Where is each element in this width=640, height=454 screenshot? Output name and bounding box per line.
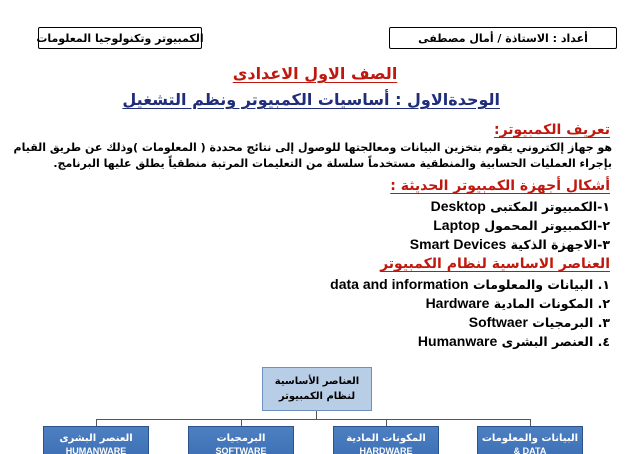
element-english: Softwaer [468,314,528,330]
diagram-root-line-2: لنظام الكمبيوتر [278,391,356,402]
diagram-leaf-hardware [333,426,439,454]
diagram-connector-bar [96,419,530,420]
diagram-leaf-english: HUMANWARE [65,446,127,454]
diagram-connector-drop [386,419,387,426]
device-item-label: ٢-الكمبيوتر المحمول [484,218,610,233]
definition-heading: تعريف الكمبيوتر: [493,122,610,138]
unit-title: الوحدةالاول : أساسيات الكمبيوتر ونظم التشغيل [122,90,500,109]
diagram-leaf-english: HARDWARE [359,446,413,454]
device-item-label: ١-الكمبيوتر المكتبى [490,199,610,214]
definition-line-2: بإجراء العمليات الحسابية والمنطقية مستخدماً سلسلة من التعليمات المرتبة منطقياً يطلق عليها البرنامج. [53,157,612,170]
diagram-leaf-english: SOFTWARE [215,446,267,454]
element-label: البيانات والمعلومات [472,277,594,292]
device-item-smart [410,236,610,252]
element-label: البرمجيات [532,315,594,330]
diagram-root-node [262,367,372,411]
diagram-connector-stem [316,411,317,419]
device-item-english: Laptop [433,217,480,233]
element-label: العنصر البشرى [501,334,594,349]
diagram-connector-drop [530,419,531,426]
diagram-leaf-humanware [43,426,149,454]
diagram-leaf-label: العنصر البشرى [59,433,133,444]
diagram-connector-drop [96,419,97,426]
device-item-desktop [431,198,610,214]
diagram-leaf-software [188,426,294,454]
element-number: ١. [597,277,610,292]
subject-text: الكمبيوتر وتكنولوجيا المعلومات [36,31,204,45]
element-item-software [469,314,610,330]
definition-line-1: هو جهاز إلكتروني يقوم بتخزين البيانات ومعالجتها للوصول إلى نتائج محددة ( المعلومات )وذلك عن طريق القيام [13,141,612,154]
element-label: المكونات المادية [493,296,594,311]
diagram-leaf-data [477,426,583,454]
diagram-connector-drop [241,419,242,426]
element-english: data and information [330,276,469,292]
element-item-humanware [418,333,610,349]
elements-heading: العناصر الاساسية لنظام الكمبيوتر [380,256,610,272]
element-number: ٤. [597,334,610,349]
grade-title: الصف الاول الاعدادى [232,64,398,83]
elements-diagram [0,360,640,454]
author-box [389,27,617,49]
element-item-hardware [426,295,610,311]
element-english: Humanware [417,333,498,349]
author-text: أعداد : الاستاذة / أمال مصطفى [418,31,588,45]
device-types-heading: أشكال أجهزة الكمبيوتر الحديثة : [390,178,610,194]
element-english: Hardware [425,295,490,311]
diagram-leaf-label: البرمجيات [216,433,266,444]
device-item-laptop [433,217,610,233]
diagram-leaf-english: DATA & [513,446,547,454]
element-number: ٣. [597,315,610,330]
diagram-leaf-label: المكونات المادية [346,433,426,444]
diagram-root-line-1: العناصر الأساسية [274,376,360,387]
diagram-leaf-label: البيانات والمعلومات [481,433,579,444]
subject-box [38,27,202,49]
element-number: ٢. [597,296,610,311]
device-item-label: ٣-الاجهزة الذكية [510,237,610,252]
device-item-english: Smart Devices [409,236,507,252]
element-item-data [330,276,610,292]
device-item-english: Desktop [430,198,486,214]
